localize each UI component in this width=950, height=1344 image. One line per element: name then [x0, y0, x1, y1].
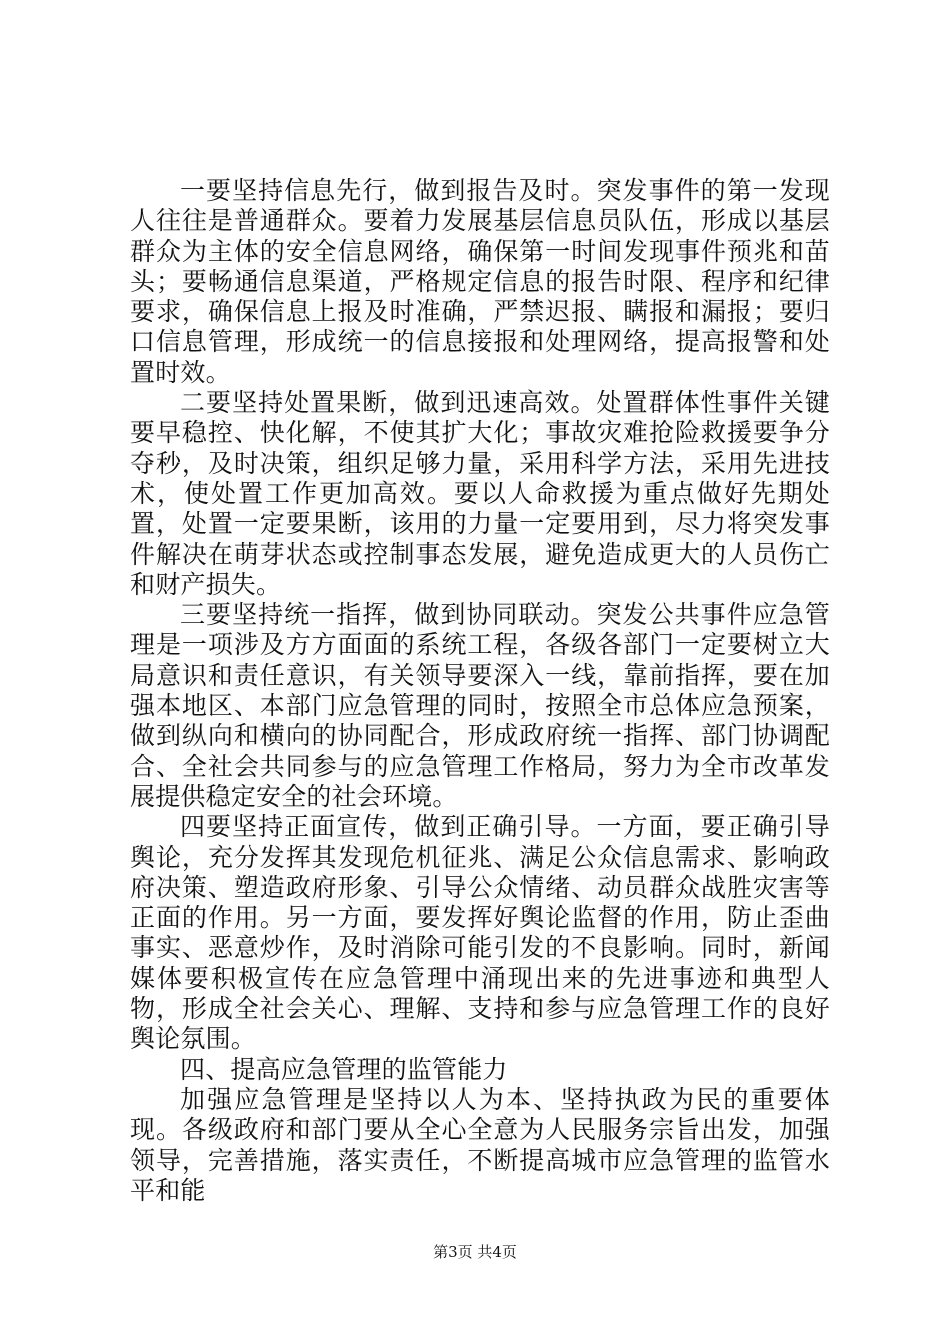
page-footer: [0, 1242, 950, 1262]
page-number-label: 第3页 共4页: [433, 1243, 517, 1261]
paragraph-decisive-handling: 二要坚持处置果断，做到迅速高效。处置群体性事件关键要早稳控、快化解，不使其扩大化；事故灾难抢险救援要争分夺秒，及时决策，组织足够力量，采用科学方法，采用先进技术，使处置工作更加高效。要以人命救援为重点做好先期处置，处置一定要果断，该用的力量一定要用到，尽力将突发事件解决在萌芽状态或控制事态发展，避免造成更大的人员伤亡和财产损失。: [130, 388, 830, 599]
paragraph-information-first: 一要坚持信息先行，做到报告及时。突发事件的第一发现人往往是普通群众。要着力发展基层信息员队伍，形成以基层群众为主体的安全信息网络，确保第一时间发现事件预兆和苗头；要畅通信息渠道，严格规定信息的报告时限、程序和纪律要求，确保信息上报及时准确，严禁迟报、瞒报和漏报；要归口信息管理，形成统一的信息接报和处理网络，提高报警和处置时效。: [130, 176, 830, 387]
paragraph-positive-publicity: 四要坚持正面宣传，做到正确引导。一方面，要正确引导舆论，充分发挥其发现危机征兆、满足公众信息需求、影响政府决策、塑造政府形象、引导公众情绪、动员群众战胜灾害等正面的作用。另一方面，要发挥好舆论监督的作用，防止歪曲事实、恶意炒作，及时消除可能引发的不良影响。同时，新闻媒体要积极宣传在应急管理中涌现出来的先进事迹和典型人物，形成全社会关心、理解、支持和参与应急管理工作的良好舆论氛围。: [130, 812, 830, 1054]
paragraph-unified-command: 三要坚持统一指挥，做到协同联动。突发公共事件应急管理是一项涉及方方面面的系统工程，各级各部门一定要树立大局意识和责任意识，有关领导要深入一线，靠前指挥，要在加强本地区、本部门应急管理的同时，按照全市总体应急预案，做到纵向和横向的协同配合，形成政府统一指挥、部门协调配合、全社会共同参与的应急管理工作格局，努力为全市改革发展提供稳定安全的社会环境。: [130, 600, 830, 811]
document-body: [130, 176, 830, 1206]
section-heading: 四、提高应急管理的监管能力: [180, 1054, 508, 1084]
paragraph-supervision: 加强应急管理是坚持以人为本、坚持执政为民的重要体现。各级政府和部门要从全心全意为人民服务宗旨出发，加强领导，完善措施，落实责任，不断提高城市应急管理的监管水平和能: [130, 1084, 830, 1205]
